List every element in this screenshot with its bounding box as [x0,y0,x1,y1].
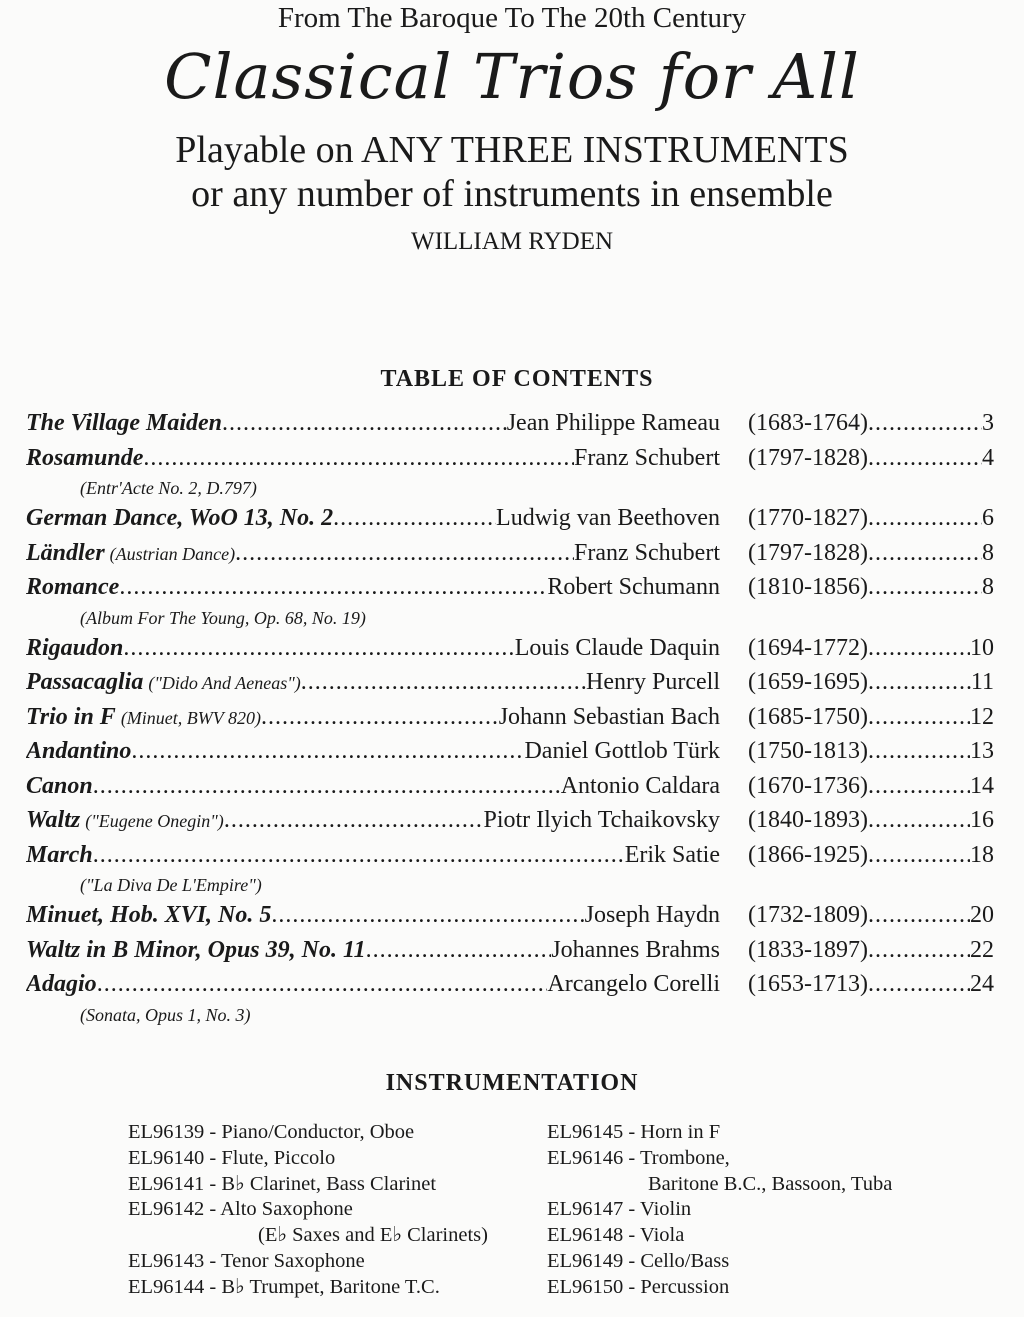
dot-leader [301,669,586,696]
dot-leader [97,971,548,998]
dot-leader [868,807,970,834]
dot-leader [366,937,552,964]
dot-leader [93,773,561,800]
composer-years: (1840-1893) [748,807,868,833]
instrumentation-item: EL96145 - Horn in F [547,1121,721,1143]
composer-years: (1653-1713) [748,971,868,997]
supertitle: From The Baroque To The 20th Century [277,2,747,34]
subtitle-line-1: Playable on ANY THREE INSTRUMENTS [175,129,849,171]
composer: Franz Schubert [574,444,720,471]
instrumentation-item: EL96150 - Percussion [547,1275,730,1298]
toc-entry [26,669,994,704]
dot-leader [333,505,496,532]
page-number: 8 [982,539,994,566]
composer-years: (1685-1750) [748,703,868,730]
page-number: 16 [970,807,994,833]
instrumentation-item: EL96149 - Cello/Bass [547,1249,730,1272]
instrumentation-heading: INSTRUMENTATION [385,1070,639,1096]
work-subtitle: (Austrian Dance) [109,543,236,564]
instrumentation-item: Baritone B.C., Bassoon, Tuba [648,1172,893,1195]
work-title: Canon [26,772,93,799]
dot-leader [868,669,971,696]
work-title: Adagio [26,971,97,997]
toc-entry [26,635,994,670]
toc-entry [26,773,994,808]
dot-leader [868,410,982,437]
composer: Franz Schubert [574,539,720,566]
dot-leader [868,704,970,731]
page-number: 3 [982,410,994,436]
work-note: (Album For The Young, Op. 68, No. 19) [80,607,366,628]
composer-years: (1833-1897) [748,936,868,963]
dot-leader [868,971,970,998]
dot-leader [868,842,970,869]
instrumentation-item: EL96139 - Piano/Conductor, Oboe [128,1121,415,1143]
dot-leader [868,635,970,662]
instrumentation-left-column [128,1120,488,1301]
work-title: Waltz in B Minor, Opus 39, No. 11 [26,936,366,963]
page-number: 13 [970,738,994,764]
dot-leader [271,902,584,929]
instrumentation-right-column [547,1120,892,1301]
composer-years: (1683-1764) [748,410,868,436]
composer-years: (1797-1828) [748,539,868,566]
page-number: 11 [970,669,994,695]
toc-entry [26,842,994,903]
work-title: Trio in F [26,703,116,730]
composer-years: (1797-1828) [748,444,868,471]
dot-leader [868,902,970,929]
work-title: Passacaglia [26,669,144,695]
instrumentation-item: EL96143 - Tenor Saxophone [128,1249,365,1272]
toc-entry [26,738,994,773]
instrumentation-item: EL96142 - Alto Saxophone [128,1198,353,1221]
work-title: Minuet, Hob. XVI, No. 5 [26,902,272,928]
composer-years: (1659-1695) [748,669,868,695]
page-number: 10 [970,634,994,661]
toc-entry [26,971,994,1032]
work-note: ("La Diva De L'Empire") [80,875,262,895]
work-title: Romance [26,574,120,600]
page-number: 12 [970,703,994,730]
page-number: 20 [970,902,994,928]
dot-leader [222,410,507,437]
dot-leader [868,773,970,800]
dot-leader [123,635,514,662]
composer-years: (1750-1813) [748,738,868,764]
instrumentation-item: EL96146 - Trombone, [547,1146,730,1169]
work-title: Rigaudon [26,634,124,661]
composer: Johann Sebastian Bach [498,703,720,730]
instrumentation-item: (E♭ Saxes and E♭ Clarinets) [258,1224,488,1247]
instrumentation-item: EL96148 - Viola [547,1224,685,1247]
dot-leader [868,540,982,567]
composer-years: (1694-1772) [748,634,868,661]
composer: Piotr Ilyich Tchaikovsky [483,807,720,833]
composer: Robert Schumann [547,574,720,600]
composer: Henry Purcell [586,669,720,695]
work-subtitle: (Minuet, BWV 820) [120,707,261,728]
composer: Arcangelo Corelli [547,971,720,997]
toc-entry [26,937,994,972]
dot-leader [93,842,625,869]
composer-years: (1770-1827) [748,505,868,531]
composer: Ludwig van Beethoven [496,505,720,531]
work-note: (Entr'Acte No. 2, D.797) [80,478,257,498]
author-name: WILLIAM RYDEN [410,228,614,255]
page-number: 4 [982,444,994,471]
dot-leader [143,445,574,472]
composer-years: (1866-1925) [748,841,868,868]
toc-heading: TABLE OF CONTENTS [380,366,654,392]
subtitle-line-2: or any number of instruments in ensemble [191,173,833,215]
page-number: 18 [970,841,994,868]
composer: Erik Satie [624,841,720,868]
work-title: German Dance, WoO 13, No. 2 [26,505,334,531]
composer-years: (1732-1809) [748,902,868,928]
work-note: (Sonata, Opus 1, No. 3) [80,1004,251,1025]
toc-entry [26,704,994,739]
table-of-contents [26,410,994,1032]
dot-leader [868,738,970,765]
composer: Johannes Brahms [551,936,720,963]
instrumentation-item: EL96147 - Violin [547,1198,692,1221]
dot-leader [868,937,970,964]
dot-leader [868,445,982,472]
toc-entry [26,505,994,540]
dot-leader [868,505,982,532]
instrumentation-item: EL96141 - B♭ Clarinet, Bass Clarinet [128,1172,437,1195]
composer: Joseph Haydn [584,902,720,928]
page-number: 22 [970,936,994,963]
composer-years: (1670-1736) [748,772,868,799]
dot-leader [119,574,547,601]
dot-leader [261,704,499,731]
work-title: March [26,841,93,868]
toc-entry [26,410,994,445]
dot-leader [131,738,524,765]
work-subtitle: ("Dido And Aeneas") [148,673,301,693]
toc-entry [26,445,994,506]
composer: Jean Philippe Rameau [506,410,720,436]
page-number: 24 [970,971,994,997]
work-title: Waltz [26,807,81,833]
toc-entry [26,902,994,937]
dot-leader [224,807,484,834]
instrumentation-item: EL96140 - Flute, Piccolo [128,1146,336,1169]
toc-entry [26,807,994,842]
instrumentation-item: EL96144 - B♭ Trumpet, Baritone T.C. [128,1275,440,1298]
work-title: Rosamunde [26,444,144,471]
page-number: 14 [970,772,994,799]
dot-leader [235,540,574,567]
toc-entry [26,574,994,635]
book-title: Classical Trios for All [164,40,860,113]
page-number: 6 [982,505,994,531]
composer: Daniel Gottlob Türk [524,738,720,764]
composer-years: (1810-1856) [748,574,868,600]
dot-leader [868,574,982,601]
work-title: Andantino [26,738,132,764]
work-title: The Village Maiden [26,410,223,436]
work-subtitle: ("Eugene Onegin") [85,811,224,831]
composer: Louis Claude Daquin [514,634,720,661]
page-number: 8 [982,574,994,600]
work-title: Ländler [26,539,105,566]
composer: Antonio Caldara [560,772,720,799]
toc-entry [26,540,994,575]
